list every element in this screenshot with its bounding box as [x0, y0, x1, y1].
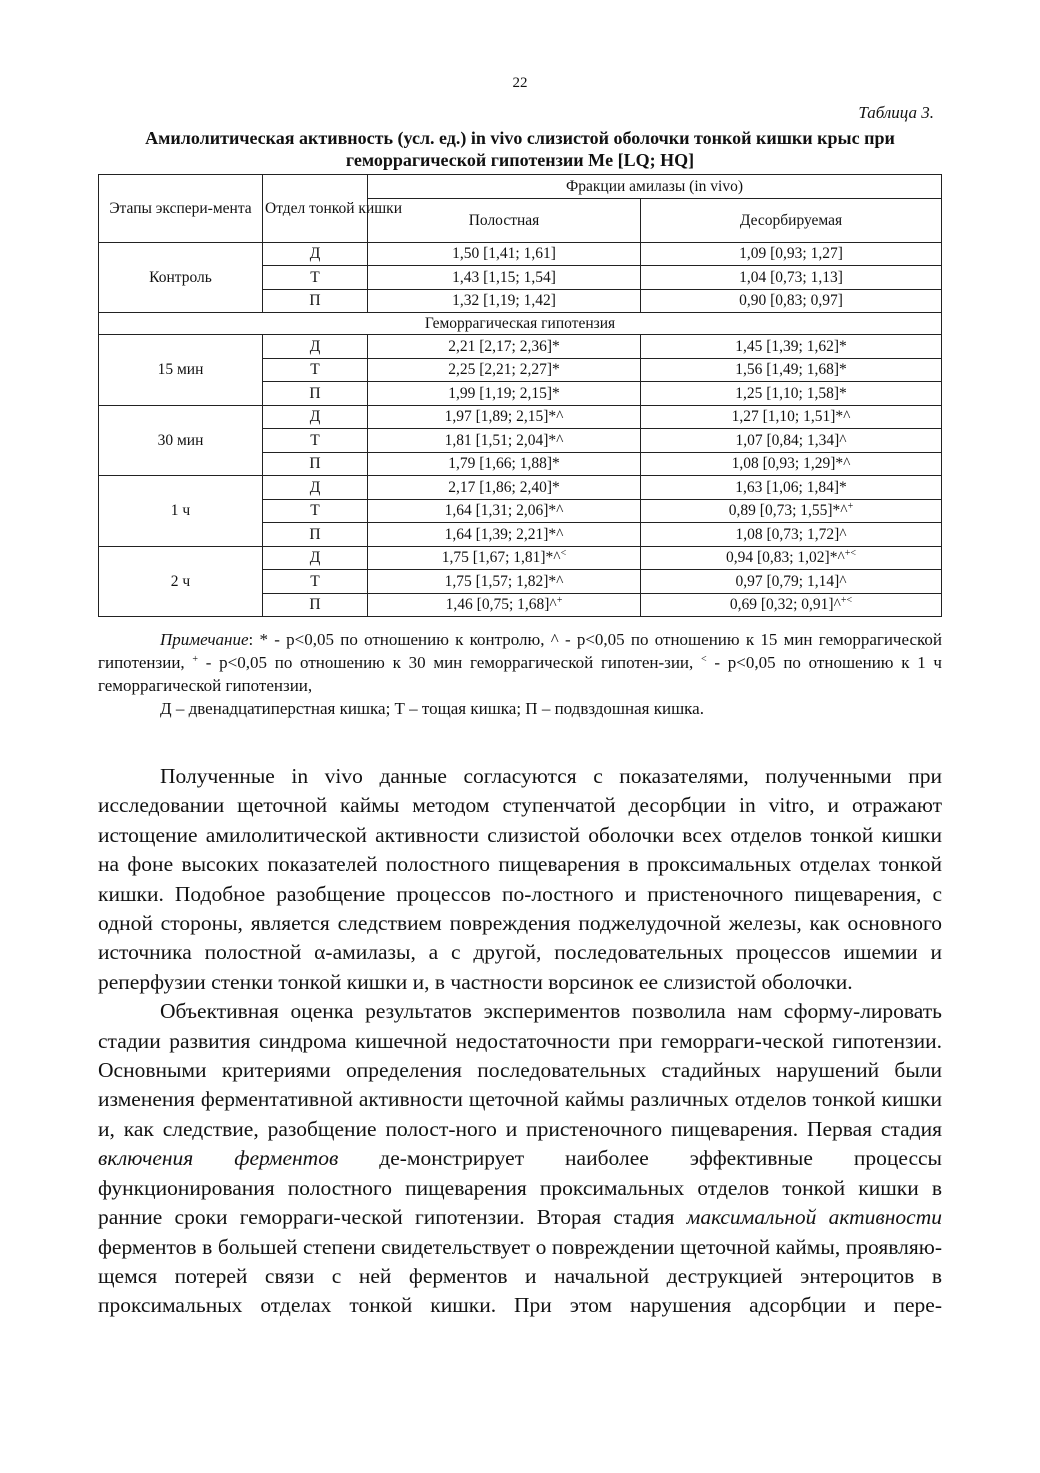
- section-cell-text: П: [309, 596, 321, 614]
- section-cell: [263, 570, 368, 594]
- cavity-cell-text: 1,46 [0,75; 1,68]^: [445, 596, 557, 614]
- cavity-cell-sup: +: [556, 595, 563, 607]
- section-cell: [263, 266, 368, 290]
- cavity-cell-text: 1,75 [1,67; 1,81]*^: [441, 549, 561, 567]
- section-cell-text: Д: [309, 478, 321, 496]
- section-cell-text: Д: [309, 549, 321, 567]
- cavity-cell-text: 1,97 [1,89; 2,15]*^: [444, 408, 564, 426]
- table-row: [99, 242, 942, 266]
- cavity-cell: [368, 593, 641, 617]
- table-row: [99, 335, 942, 359]
- desorbed-cell: [641, 546, 942, 570]
- paragraph-2: [98, 997, 942, 1320]
- section-cell-text: П: [309, 384, 321, 402]
- desorbed-cell-text: 1,25 [1,10; 1,58]*: [735, 384, 847, 402]
- cavity-cell: [368, 266, 641, 290]
- cavity-cell: [368, 335, 641, 359]
- desorbed-cell-text: 1,08 [0,93; 1,29]*^: [731, 455, 851, 473]
- desorbed-cell: [641, 358, 942, 382]
- note-part: - p<0,05 по отношению к 1 ч геморрагической гипотензии,: [98, 653, 942, 695]
- section-cell: [263, 335, 368, 359]
- section-cell: [263, 289, 368, 313]
- cavity-cell: [368, 405, 641, 429]
- note-sup: +: [192, 654, 199, 665]
- desorbed-cell: [641, 523, 942, 547]
- section-cell-text: П: [309, 292, 321, 310]
- note-legend: Д – двенадцатиперстная кишка; Т – тощая кишка; П – подвздошная кишка.: [160, 699, 704, 718]
- section-title-cell: [99, 313, 942, 335]
- table-title: Амилолитическая активность (усл. ед.) in vivo слизистой оболочки тонкой кишки крыс при геморрагической гипотензии Me [LQ; HQ]: [145, 128, 895, 170]
- table-note: [98, 628, 942, 720]
- cavity-cell-text: 1,50 [1,41; 1,61]: [452, 245, 556, 263]
- section-cell: [263, 546, 368, 570]
- section-cell-text: Т: [310, 502, 320, 520]
- desorbed-cell-sup: +<: [844, 548, 857, 560]
- desorbed-cell-text: 0,89 [0,73; 1,55]*^: [728, 502, 848, 520]
- section-cell-text: Т: [310, 431, 320, 449]
- section-cell: [263, 523, 368, 547]
- cavity-cell-text: 2,21 [2,17; 2,36]*: [448, 337, 560, 355]
- desorbed-cell: [641, 452, 942, 476]
- desorbed-cell: [641, 289, 942, 313]
- desorbed-cell-sup: +<: [840, 595, 853, 607]
- section-cell: [263, 358, 368, 382]
- desorbed-cell-text: 0,94 [0,83; 1,02]*^: [725, 549, 845, 567]
- note-text: [98, 628, 942, 697]
- section-cell-text: Д: [309, 408, 321, 426]
- cavity-cell: [368, 499, 641, 523]
- table-row: [99, 546, 942, 570]
- desorbed-cell: [641, 242, 942, 266]
- section-cell: [263, 499, 368, 523]
- stage-cell-text: 30 мин: [157, 431, 204, 449]
- note-part: - p<0,05 по отношению к 30 мин геморрагической гипотен-зии,: [198, 653, 702, 672]
- cavity-cell-text: 1,43 [1,15; 1,54]: [452, 268, 556, 286]
- cavity-cell: [368, 452, 641, 476]
- table-header-row: [99, 175, 942, 199]
- header-cavity: Полостная: [368, 198, 641, 242]
- desorbed-cell: [641, 405, 942, 429]
- paragraph-1: Полученные in vivo данные согласуются с показателями, полученными при исследовании щеточной каймы методом ступенчатой десорбции in vitro, и отражают истощение амилолитической активности слизистой оболочки всех отделов тонкой кишки на фоне высоких показателей полостного пищеварения в проксимальных отделах тонкой кишки. Подобное разобщение процессов по-лостного и пристеночного пищеварения, с одной стороны, является следствием повреждения поджелудочной железы, как основного источника полостной α-амилазы, а с другой, последовательных процессов ишемии и реперфузии стенки тонкой кишки и, в частности ворсинок ее слизистой оболочки.: [98, 764, 942, 994]
- paragraph-part: Объективная оценка результатов экспериментов позволила нам сформу-лировать стадии развития синдрома кишечной недостаточности при геморраги-ческой гипотензии. Основными критериями определения последовательных стадийных нарушений были изменения ферментативной активности щеточной каймы различных отделов тонкой кишки и, как следствие, разобщение полост-ного и пристеночного пищеварения. Первая стадия: [98, 999, 942, 1141]
- cavity-cell-text: 1,79 [1,66; 1,88]*: [448, 455, 560, 473]
- cavity-cell-sup: <: [560, 548, 567, 560]
- cavity-cell: [368, 476, 641, 500]
- section-cell: [263, 452, 368, 476]
- desorbed-cell-text: 1,07 [0,84; 1,34]^: [735, 431, 847, 449]
- page-number: 22: [512, 75, 528, 91]
- desorbed-cell-text: 1,27 [1,10; 1,51]*^: [731, 408, 851, 426]
- note-label: Примечание: [160, 630, 249, 649]
- section-cell-text: Д: [309, 245, 321, 263]
- header-stage: Этапы экспери-мента: [99, 175, 263, 243]
- section-title-row: [99, 313, 942, 335]
- stage-cell-text: 2 ч: [170, 572, 191, 590]
- desorbed-cell-text: 1,09 [0,93; 1,27]: [739, 245, 843, 263]
- section-cell: [263, 476, 368, 500]
- italic-term: включения ферментов: [98, 1146, 339, 1171]
- header-section: Отдел тонкой кишки: [263, 175, 368, 243]
- cavity-cell: [368, 382, 641, 406]
- desorbed-cell-text: 0,97 [0,79; 1,14]^: [735, 572, 847, 590]
- stage-cell-text: Контроль: [149, 268, 212, 286]
- stage-cell-text: 15 мин: [157, 361, 204, 379]
- table-label: Таблица 3.: [858, 103, 934, 122]
- stage-cell: [99, 476, 263, 547]
- header-desorbed: Десорбируемая: [641, 198, 942, 242]
- cavity-cell: [368, 429, 641, 453]
- cavity-cell: [368, 358, 641, 382]
- section-cell-text: П: [309, 455, 321, 473]
- note-part: : * - p<0,05 по отношению к контролю, ^ - p<0,05 по отношению к 15 мин геморрагической гипотензии,: [98, 630, 942, 672]
- cavity-cell-text: 1,99 [1,19; 2,15]*: [448, 384, 560, 402]
- cavity-cell: [368, 570, 641, 594]
- desorbed-cell-text: 0,69 [0,32; 0,91]^: [729, 596, 841, 614]
- desorbed-cell: [641, 593, 942, 617]
- desorbed-cell-text: 1,08 [0,73; 1,72]^: [735, 525, 847, 543]
- desorbed-cell: [641, 476, 942, 500]
- desorbed-cell-text: 1,04 [0,73; 1,13]: [739, 268, 843, 286]
- cavity-cell-text: 1,32 [1,19; 1,42]: [452, 292, 556, 310]
- body-text: [98, 762, 942, 1321]
- section-title-cell-text: Геморрагическая гипотензия: [424, 315, 616, 332]
- table-row: [99, 476, 942, 500]
- cavity-cell-text: 1,75 [1,57; 1,82]*^: [444, 572, 564, 590]
- desorbed-cell: [641, 429, 942, 453]
- section-cell-text: Т: [310, 268, 320, 286]
- desorbed-cell-text: 0,90 [0,83; 0,97]: [739, 292, 843, 310]
- stage-cell-text: 1 ч: [170, 502, 191, 520]
- desorbed-cell-text: 1,56 [1,49; 1,68]*: [735, 361, 847, 379]
- cavity-cell: [368, 523, 641, 547]
- italic-term: максимальной активности: [686, 1205, 942, 1230]
- stage-cell: [99, 242, 263, 313]
- cavity-cell: [368, 546, 641, 570]
- desorbed-cell-sup: +: [847, 501, 854, 513]
- note-sup: <: [701, 654, 707, 665]
- paragraph-part: де-монстрирует наиболее эффективные процессы функционирования полостного пищеварения проксимальных отделов тонкой кишки в ранние сроки геморраги-ческой гипотензии. Вторая стадия: [98, 1146, 942, 1230]
- table-row: [99, 405, 942, 429]
- header-fractions: Фракции амилазы (in vivo): [368, 175, 942, 199]
- paragraph-part: ферментов в большей степени свидетельствует о повреждении щеточной каймы, проявляю-щемся потерей связи с ней ферментов и начальной деструкцией энтероцитов в проксимальных отделах тонкой кишки. При этом нарушения адсорбции и пере-: [98, 1234, 942, 1318]
- section-cell-text: Т: [310, 361, 320, 379]
- cavity-cell-text: 1,64 [1,39; 2,21]*^: [444, 525, 564, 543]
- section-cell: [263, 405, 368, 429]
- section-cell: [263, 429, 368, 453]
- section-cell-text: П: [309, 525, 321, 543]
- stage-cell: [99, 405, 263, 476]
- desorbed-cell: [641, 499, 942, 523]
- desorbed-cell: [641, 382, 942, 406]
- desorbed-cell: [641, 570, 942, 594]
- cavity-cell-text: 2,17 [1,86; 2,40]*: [448, 478, 560, 496]
- amylase-table: [98, 174, 942, 617]
- cavity-cell-text: 2,25 [2,21; 2,27]*: [448, 361, 560, 379]
- desorbed-cell-text: 1,63 [1,06; 1,84]*: [735, 478, 847, 496]
- stage-cell: [99, 335, 263, 406]
- section-cell-text: Т: [310, 572, 320, 590]
- cavity-cell: [368, 289, 641, 313]
- desorbed-cell-text: 1,45 [1,39; 1,62]*: [735, 337, 847, 355]
- section-cell-text: Д: [309, 337, 321, 355]
- section-cell: [263, 382, 368, 406]
- desorbed-cell: [641, 335, 942, 359]
- desorbed-cell: [641, 266, 942, 290]
- section-cell: [263, 242, 368, 266]
- section-cell: [263, 593, 368, 617]
- cavity-cell: [368, 242, 641, 266]
- stage-cell: [99, 546, 263, 617]
- cavity-cell-text: 1,64 [1,31; 2,06]*^: [444, 502, 564, 520]
- cavity-cell-text: 1,81 [1,51; 2,04]*^: [444, 431, 564, 449]
